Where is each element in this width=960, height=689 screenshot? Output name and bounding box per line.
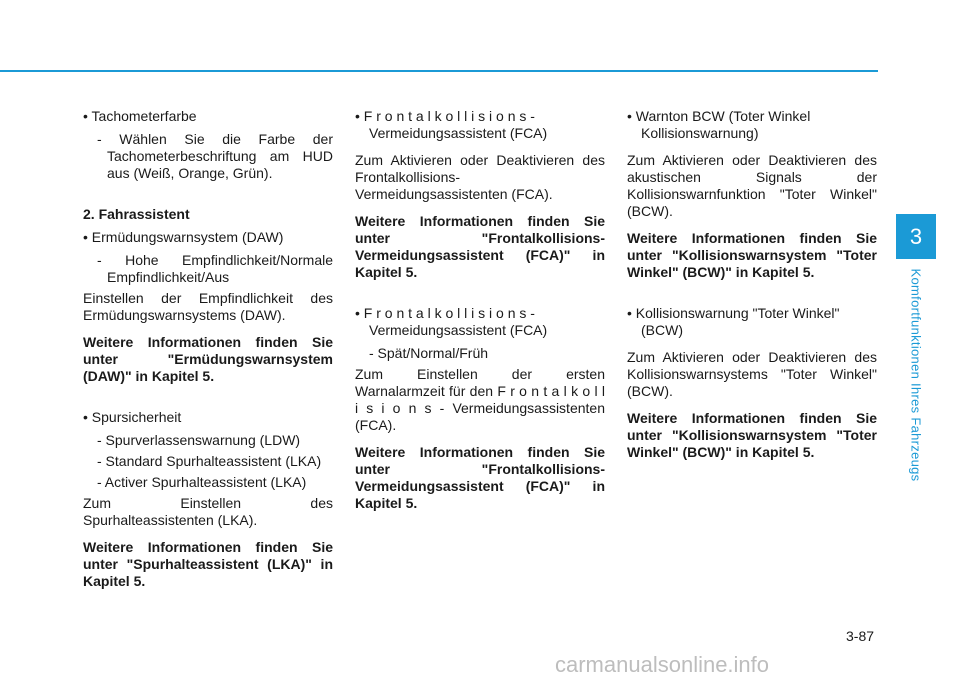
- body-paragraph: Zum Aktivieren oder Deaktivieren des Frontalkollisions-Vermeidungsassistenten (FCA).: [355, 152, 605, 202]
- watermark: carmanualsonline.info: [555, 652, 770, 677]
- bullet-item: • Kollisionswarnung "Toter Winkel" (BCW): [627, 305, 840, 338]
- body-paragraph: Zum Aktivieren oder Deaktivieren des Kollisionswarnsystems "Toter Winkel" (BCW).: [627, 349, 877, 399]
- sub-item: - Standard Spurhalteassistent (LKA): [97, 453, 322, 469]
- sub-item: - Spurverlassenswarnung (LDW): [97, 432, 301, 448]
- reference-note: Weitere Informationen finden Sie unter "Kollisionswarnsystem "Toter Winkel" (BCW)" in Kapitel 5.: [627, 230, 877, 280]
- header-rule: [0, 70, 878, 72]
- page-number: 3-87: [846, 628, 875, 644]
- bullet-item: • Spursicherheit: [83, 409, 182, 425]
- bullet-item: • Tachometerfarbe: [83, 108, 197, 124]
- reference-note: Weitere Informationen finden Sie unter "Kollisionswarnsystem "Toter Winkel" (BCW)" in Kapitel 5.: [627, 410, 877, 460]
- column-1: [83, 108, 333, 600]
- sub-item: - Spät/Normal/Früh: [369, 345, 489, 361]
- section-heading: 2. Fahrassistent: [83, 206, 190, 222]
- bullet-item: • F r o n t a l k o l l i s i o n s - Vermeidungsassistent (FCA): [355, 108, 548, 141]
- reference-note: Weitere Informationen finden Sie unter "Frontalkollisions-Vermeidungsassistent (FCA)" in Kapitel 5.: [355, 213, 605, 280]
- chapter-badge: 3: [896, 214, 936, 259]
- body-paragraph: Einstellen der Empfindlichkeit des Ermüdungswarnsystems (DAW).: [83, 290, 333, 323]
- column-2: [355, 108, 605, 522]
- sub-item: - Hohe Empfindlichkeit/Normale Empfindlichkeit/Aus: [97, 252, 333, 285]
- body-paragraph: Zum Einstellen des Spurhalteassistenten (LKA).: [83, 495, 333, 528]
- sub-item: - Activer Spurhalteassistent (LKA): [97, 474, 307, 490]
- reference-note: Weitere Informationen finden Sie unter "Spurhalteassistent (LKA)" in Kapitel 5.: [83, 539, 333, 589]
- bullet-item: • F r o n t a l k o l l i s i o n s - Vermeidungsassistent (FCA): [355, 305, 548, 338]
- sub-item: - Wählen Sie die Farbe der Tachometerbeschriftung am HUD aus (Weiß, Orange, Grün).: [97, 131, 333, 181]
- reference-note: Weitere Informationen finden Sie unter "Ermüdungswarnsystem (DAW)" in Kapitel 5.: [83, 334, 333, 384]
- bullet-item: • Warnton BCW (Toter Winkel Kollisionswarnung): [627, 108, 811, 141]
- reference-note: Weitere Informationen finden Sie unter "Frontalkollisions-Vermeidungsassistent (FCA)" in Kapitel 5.: [355, 444, 605, 511]
- body-paragraph: Zum Einstellen der ersten Warnalarmzeit für den F r o n t a l k o l l i s i o n s - Vermeidungsassistenten (FCA).: [355, 366, 605, 433]
- bullet-item: • Ermüdungswarnsystem (DAW): [83, 229, 284, 245]
- body-paragraph: Zum Aktivieren oder Deaktivieren des akustischen Signals der Kollisionswarnfunktion "Toter Winkel" (BCW).: [627, 152, 877, 219]
- column-3: [627, 108, 877, 471]
- chapter-title: Komfortfunktionen Ihres Fahrzeugs: [908, 268, 924, 482]
